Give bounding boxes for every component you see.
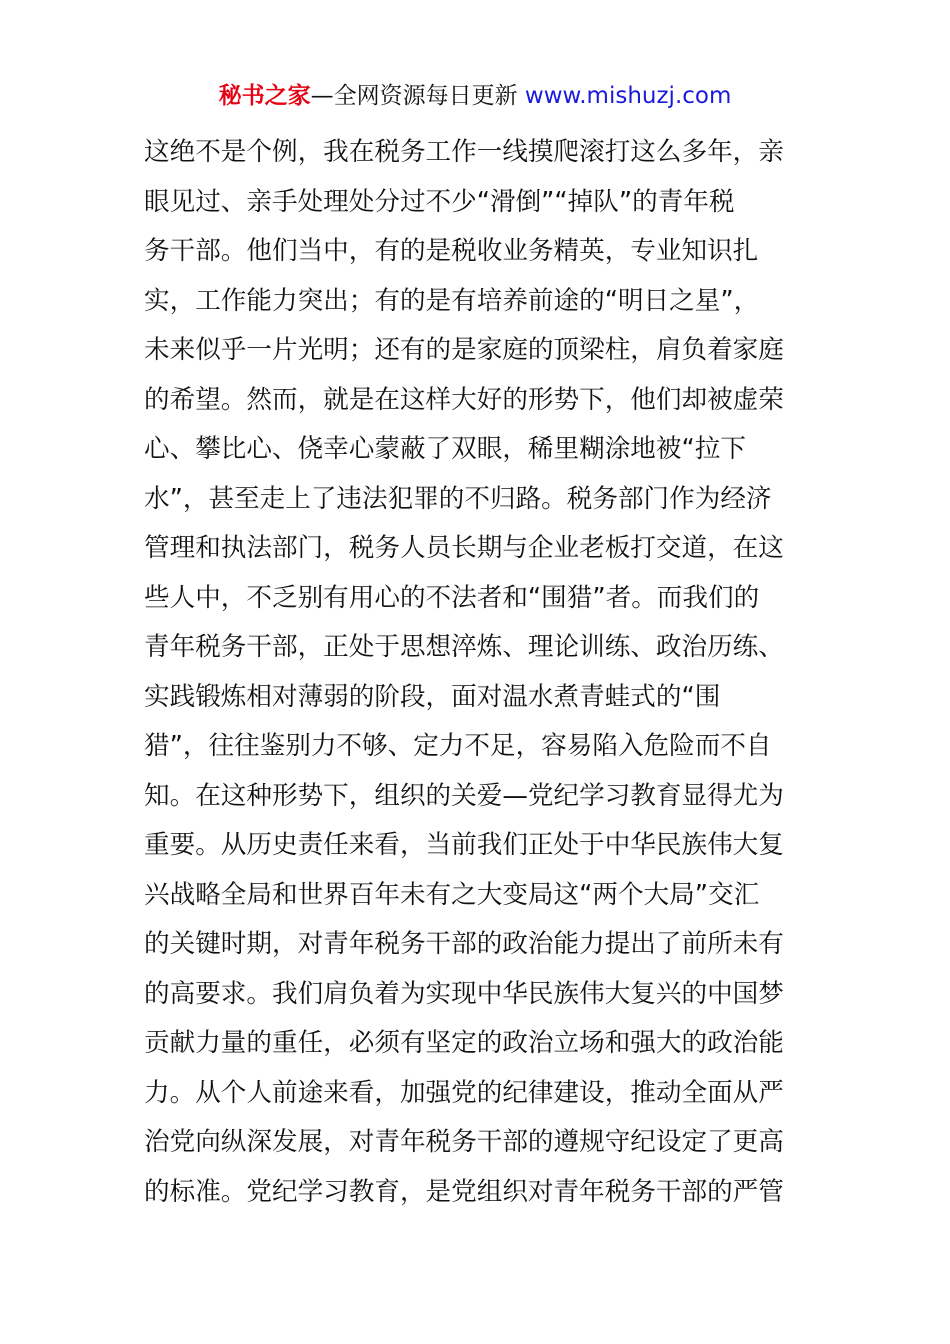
body-line: 的希望。然而，就是在这样大好的形势下，他们却被虚荣 [144, 384, 784, 415]
header-tagline: —全网资源每日更新 [310, 83, 518, 109]
body-line: 的标准。党纪学习教育，是党组织对青年税务干部的严管 [144, 1176, 784, 1207]
body-line: 贡献力量的重任，必须有坚定的政治立场和强大的政治能 [144, 1028, 784, 1058]
body-line: 些人中，不乏别有用心的不法者和“围猎”者。而我们的 [144, 582, 760, 613]
body-line: 的高要求。我们肩负着为实现中华民族伟大复兴的中国梦 [144, 978, 784, 1009]
site-url-link[interactable]: www.mishuzj.com [524, 83, 732, 109]
body-line: 兴战略全局和世界百年未有之大变局这“两个大局”交汇 [144, 879, 760, 910]
body-line: 实，工作能力突出；有的是有培养前途的“明日之星”， [144, 285, 760, 316]
body-line: 重要。从历史责任来看，当前我们正处于中华民族伟大复 [144, 830, 784, 860]
body-line: 水”，甚至走上了违法犯罪的不归路。税务部门作为经济 [144, 483, 772, 514]
body-line: 这绝不是个例，我在税务工作一线摸爬滚打这么多年，亲 [144, 137, 784, 167]
body-line: 眼见过、亲手处理处分过不少“滑倒”“掉队”的青年税 [144, 186, 735, 217]
body-line: 务干部。他们当中，有的是税收业务精英，专业知识扎 [144, 236, 759, 266]
body-line: 未来似乎一片光明；还有的是家庭的顶梁柱，肩负着家庭 [144, 335, 784, 365]
page-header [0, 80, 950, 112]
body-line: 实践锻炼相对薄弱的阶段，面对温水煮青蛙式的“围 [144, 681, 721, 712]
body-line: 青年税务干部，正处于思想淬炼、理论训练、政治历练、 [144, 632, 784, 662]
body-line: 心、攀比心、侥幸心蒙蔽了双眼，稀里糊涂地被“拉下 [144, 434, 746, 464]
body-line: 猎”，往往鉴别力不够、定力不足，容易陷入危险而不自 [144, 731, 772, 761]
body-line: 知。在这种形势下，组织的关爱—党纪学习教育显得尤为 [144, 780, 784, 811]
brand-name: 秘书之家 [218, 83, 311, 109]
body-line: 的关键时期，对青年税务干部的政治能力提出了前所未有 [144, 929, 784, 959]
body-line: 力。从个人前途来看，加强党的纪律建设，推动全面从严 [144, 1077, 784, 1108]
body-line: 管理和执法部门，税务人员长期与企业老板打交道，在这 [144, 533, 784, 563]
document-body [144, 128, 814, 1217]
body-line: 治党向纵深发展，对青年税务干部的遵规守纪设定了更高 [144, 1127, 784, 1157]
